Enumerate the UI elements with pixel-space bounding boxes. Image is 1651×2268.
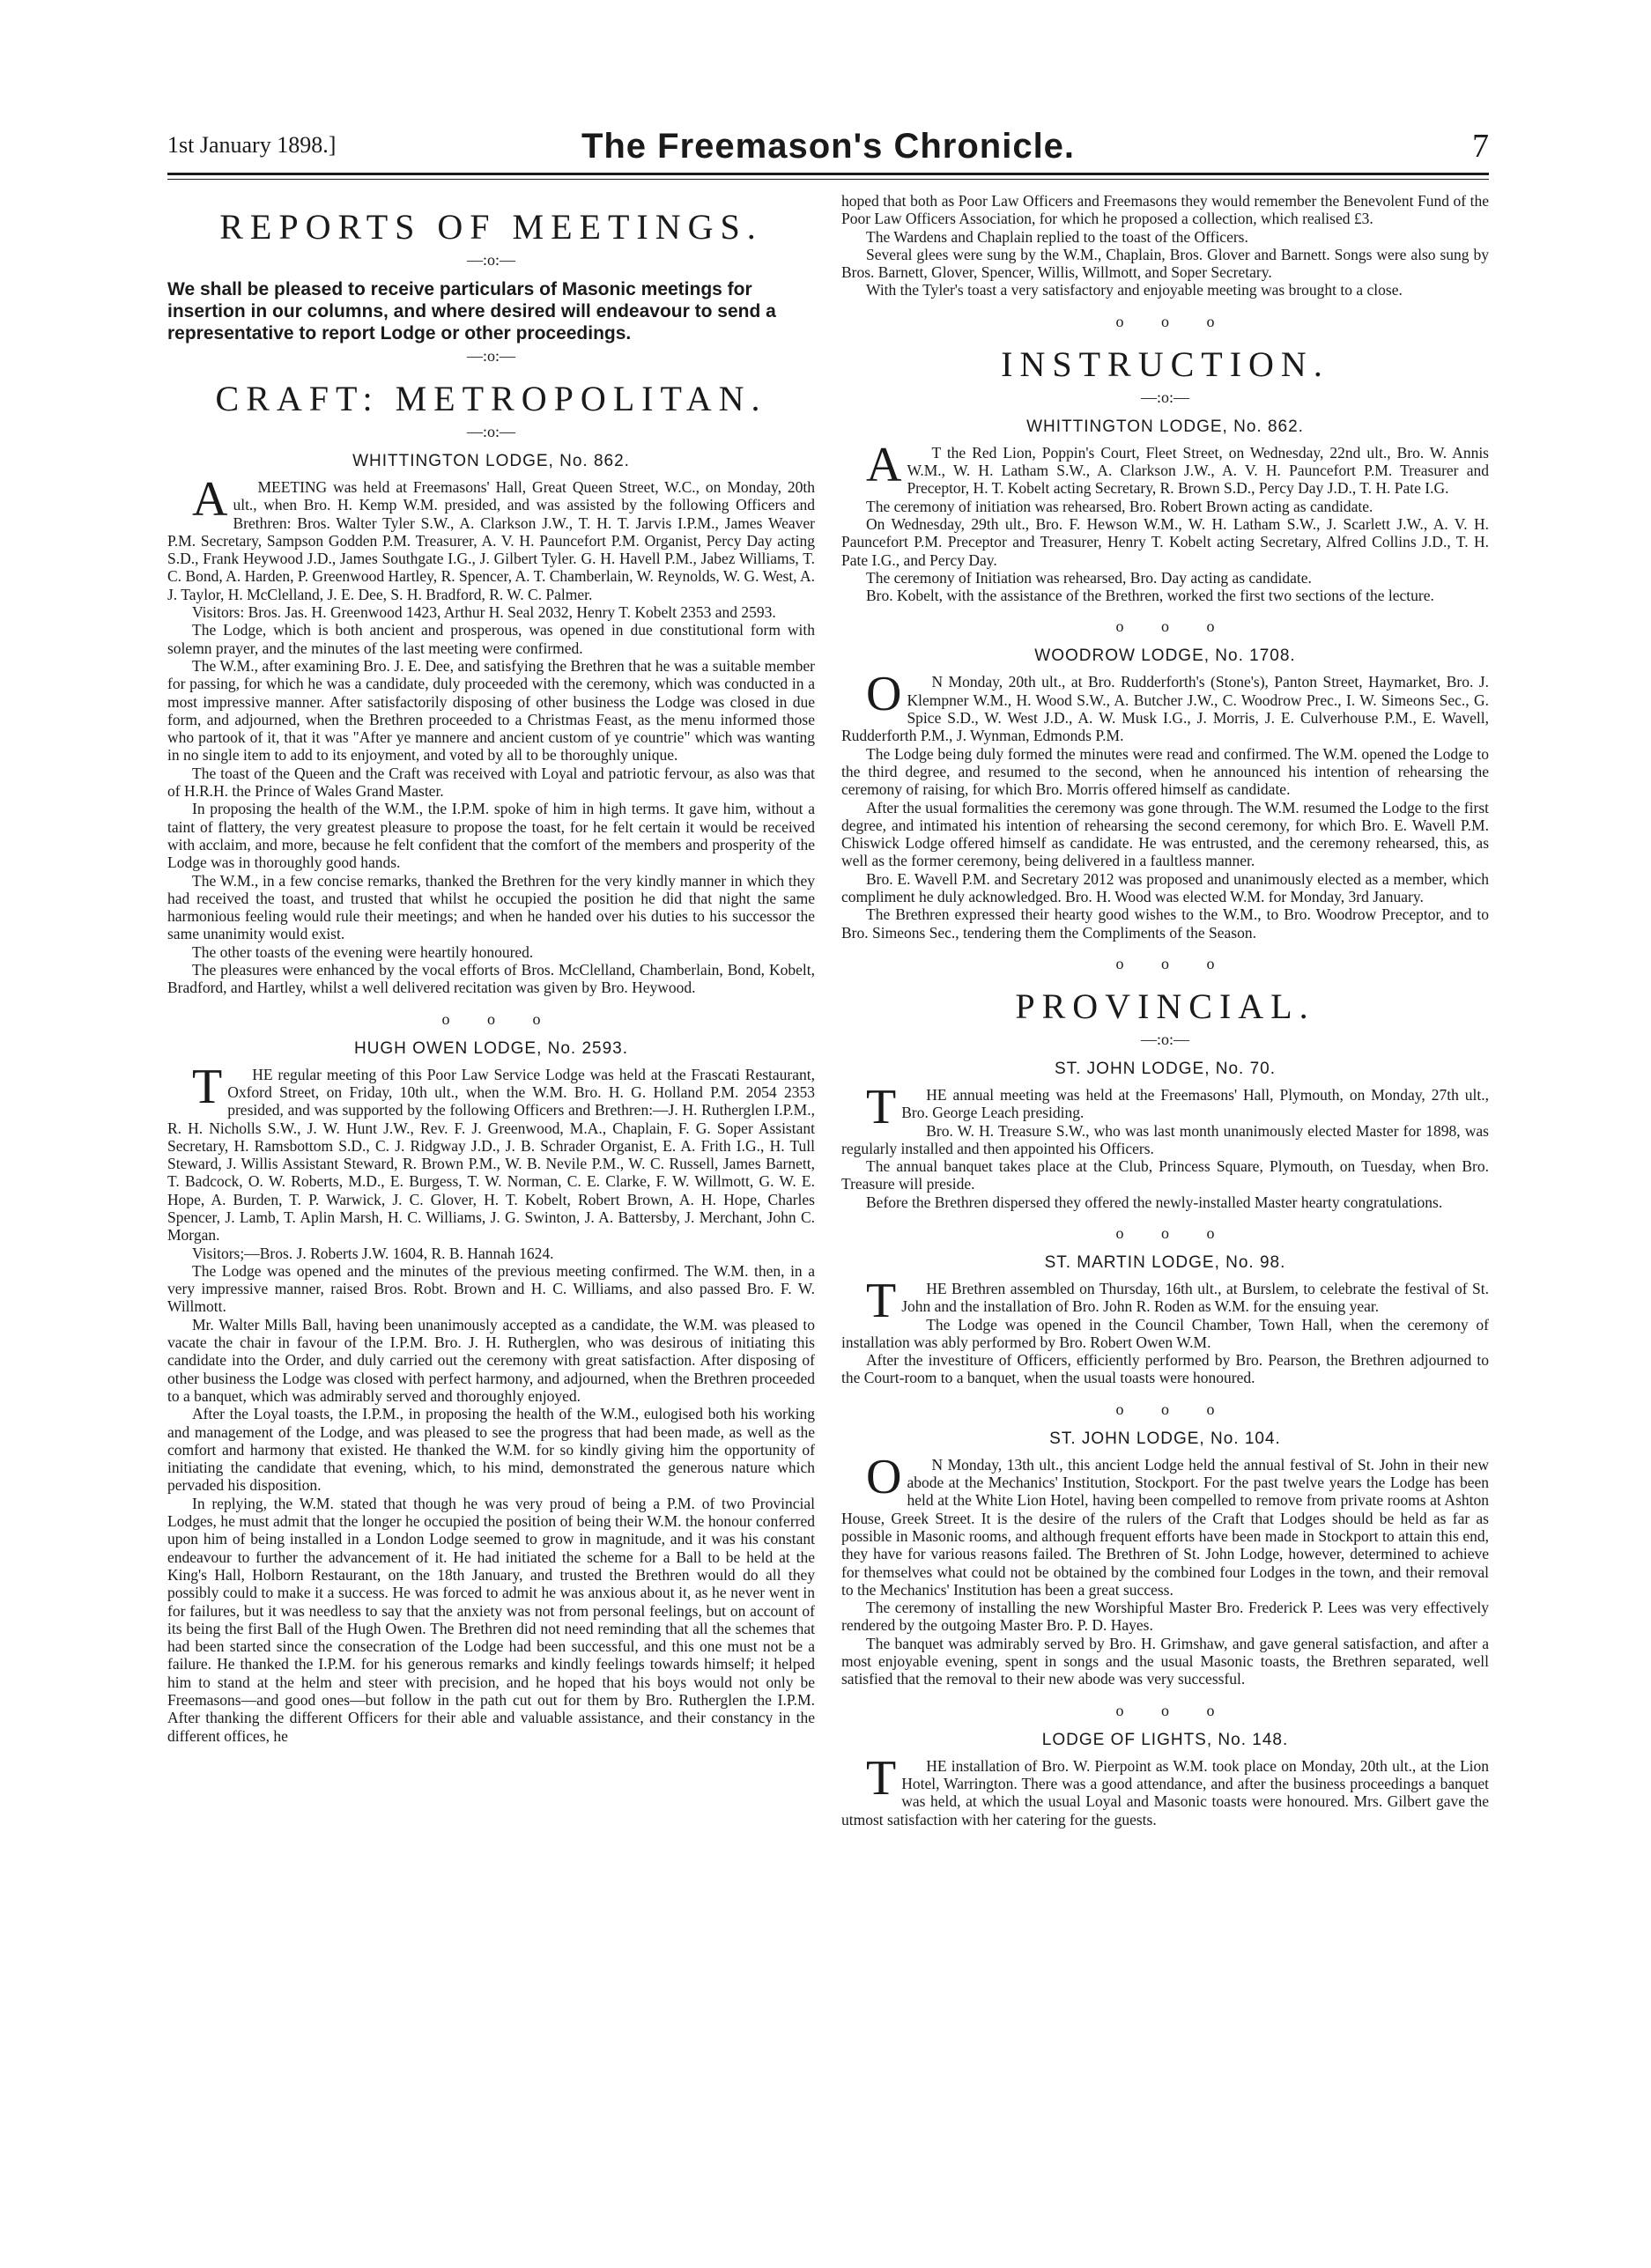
paragraph: In proposing the health of the W.M., the I.P.M. spoke of him in high terms. It gave him, without a taint of flattery, the very greatest pleasure to propose the toast, for he felt certain it would be received with acclaim, and more, because he felt confident that the comfort of the members and prosperity of the Lodge was in thoroughly good hands.: [167, 800, 815, 872]
paragraph: The ceremony of initiation was rehearsed, Bro. Robert Brown acting as candidate.: [866, 497, 1373, 515]
separator-dots: o o o: [1115, 1400, 1215, 1418]
article-hugh-owen-2593: [167, 1059, 815, 1745]
intro-notice: We shall be pleased to receive particulars of Masonic meetings for insertion in our columns, and where desired will endeavour to send a representative to report Lodge or other proceedings.: [167, 279, 776, 344]
paragraph: The ceremony of installing the new Worshipful Master Bro. Frederick P. Lees was very effectively rendered by the outgoing Master Bro. P. D. Hayes.: [841, 1599, 1489, 1635]
section-heading-craft-metropolitan: CRAFT: METROPOLITAN.: [215, 379, 767, 418]
article-whittington-862: [167, 472, 815, 997]
paragraph: THE installation of Bro. W. Pierpoint as W.M. took place on Monday, 20th ult., at the Lion Hotel, Warrington. There was a good attendance, and after the business proceedings a banquet was held, at which the usual Loyal and Masonic toasts were honoured. Mrs. Gilbert gave the utmost satisfaction with her catering for the guests.: [841, 1750, 1489, 1828]
masthead-title: The Freemason's Chronicle.: [581, 127, 1076, 166]
paragraph: hoped that both as Poor Law Officers and Freemasons they would remember the Benevolent Fund of the Poor Law Officers Association, for which he proposed a collection, which realised £3.: [841, 192, 1489, 228]
lodge-heading: ST. JOHN LODGE, No. 104.: [1049, 1429, 1281, 1448]
paragraph: Visitors;—Bros. J. Roberts J.W. 1604, R. B. Hannah 1624.: [192, 1244, 554, 1262]
separator-dots: o o o: [1115, 312, 1215, 330]
paragraph: In replying, the W.M. stated that though he was very proud of being a P.M. of two Provincial Lodges, he must admit that the longer he occupied the position of being their W.M. the honour conferred upon him of being installed in a London Lodge seemed to grow in magnitude, and it was his constant endeavour to further the advancement of it. He had initiated the scheme for a Ball to be held at the King's Hall, Holborn Restaurant, on the 18th January, and trusted the Brethren would do all they possibly could to make it a success. He was forced to admit he was anxious about it, as he never went in for failures, but it was needless to say that the anxiety was not from personal feelings, but on account of its being the first Ball of the Hugh Owen. The Brethren did not need reminding that all the schemes that had been started since the consecration of the Lodge had been successful, and this one must not be a failure. He thanked the I.P.M. for his generous remarks and kindly feelings towards himself; it helped him to stand at the helm and steer with precision, and he hoped that his boys would not only be Freemasons—and good ones—but follow in the path cut out for them by Bro. Rutherglen the I.P.M. After thanking the different Officers for their able and valuable assistance, and their constancy in the different offices, he: [167, 1494, 815, 1745]
separator-dots: o o o: [1115, 1701, 1215, 1719]
ornament: —:o:—: [466, 347, 515, 365]
left-column: [167, 192, 815, 2244]
paragraph: Bro. W. H. Treasure S.W., who was last month unanimously elected Master for 1898, was regularly installed and then appointed his Officers.: [841, 1121, 1489, 1157]
paragraph: The Wardens and Chaplain replied to the toast of the Officers.: [866, 227, 1248, 246]
right-column: [841, 192, 1489, 2244]
paragraph: With the Tyler's toast a very satisfactory and enjoyable meeting was brought to a close.: [866, 281, 1403, 299]
paragraph: After the investiture of Officers, efficiently performed by Bro. Pearson, the Brethren adjourned to the Court-room to a banquet, when the usual toasts were honoured.: [841, 1351, 1489, 1387]
paragraph: The Lodge was opened in the Council Chamber, Town Hall, when the ceremony of installation was ably performed by Bro. Robert Owen W.M.: [841, 1315, 1489, 1351]
separator-dots: o o o: [1115, 1223, 1215, 1242]
paragraph: ON Monday, 13th ult., this ancient Lodge held the annual festival of St. John in their new abode at the Mechanics' Institution, Stockport. For the past twelve years the Lodge has been held at the White Lion Hotel, having been compelled to remove from private rooms at Ashton House, Greek Street. It is the desire of the rulers of the Craft that Lodges should be held as far as possible in Masonic rooms, and although frequent efforts have been made in Stockport to attain this end, they have for various reasons failed. The Brethren of St. John Lodge, however, determined to achieve for themselves what could not be obtained by the combined four Lodges in the town, and their removal to the Mechanics' Institution has been a great success.: [841, 1449, 1489, 1599]
article-st-john-70: [841, 1079, 1489, 1211]
ornament: —:o:—: [466, 251, 515, 269]
paragraph: The Lodge being duly formed the minutes were read and confirmed. The W.M. opened the Lodge to the third degree, and resumed to the second, when he announced his intention of rehearsing the ceremony of raising, for which Bro. Morris offered himself as candidate.: [841, 744, 1489, 799]
article-woodrow-1708: [841, 667, 1489, 942]
paragraph: AMEETING was held at Freemasons' Hall, Great Queen Street, W.C., on Monday, 20th ult., when Bro. H. Kemp W.M. presided, and was assisted by the following Officers and Brethren: Bros. Walter Tyler S.W., A. Clarkson J.W., T. H. T. Jarvis I.P.M., James Weaver P.M. Secretary, Sampson Godden P.M. Treasurer, A. V. H. Pauncefort P.M. Organist, Percy Day acting S.D., Frank Heywood J.D., James Southgate I.G., J. Gilbert Tyler. G. H. Havell P.M., Jabez Williams, T. C. Bond, A. Harden, P. Greenwood Hartley, R. Spencer, A. T. Chamberlain, W. Reynolds, W. G. West, A. J. Taylor, H. McClelland, J. E. Dee, S. H. Bradford, R. W. C. Palmer.: [167, 472, 815, 603]
ornament: —:o:—: [466, 423, 515, 440]
paragraph: The annual banquet takes place at the Club, Princess Square, Plymouth, on Tuesday, when Bro. Treasure will preside.: [841, 1157, 1489, 1193]
lodge-heading: HUGH OWEN LODGE, No. 2593.: [353, 1038, 629, 1058]
paragraph: The ceremony of Initiation was rehearsed, Bro. Day acting as candidate.: [866, 568, 1312, 587]
article-whittington-instruction: [841, 437, 1489, 605]
section-heading-reports: REPORTS OF MEETINGS.: [219, 207, 763, 247]
paragraph: The other toasts of the evening were heartily honoured.: [192, 942, 534, 961]
section-heading-instruction: INSTRUCTION.: [1001, 344, 1329, 384]
paragraph: The banquet was admirably served by Bro. H. Grimshaw, and gave general satisfaction, and after a most enjoyable evening, spent in songs and the usual Masonic toasts, the Brethren separated, well satisfied that the removal to their new abode was very successful.: [841, 1634, 1489, 1688]
paragraph: The pleasures were enhanced by the vocal efforts of Bros. McClelland, Chamberlain, Bond, Kobelt, Bradford, and Hartley, whilst a well delivered recitation was given by Bro. Heywood.: [167, 961, 815, 997]
ornament: —:o:—: [1140, 388, 1189, 406]
paragraph: The W.M., after examining Bro. J. E. Dee, and satisfying the Brethren that he was a suitable member for passing, for which he was a candidate, duly proceeded with the ceremony, which was conducted in a most impressive manner. After satisfactorily disposing of other business the Lodge was closed in due form, and adjourned, when the Brethren proceeded to a Christmas Feast, as the menu informed those who partook of it, that it was "After ye mannere and ancient custom of ye countrie" which was wanting in no single item to add to its enjoyment, and voted by all to be thoroughly unique.: [167, 656, 815, 765]
paragraph: Visitors: Bros. Jas. H. Greenwood 1423, Arthur H. Seal 2032, Henry T. Kobelt 2353 and 2593.: [192, 603, 776, 622]
paragraph: The Lodge was opened and the minutes of the previous meeting confirmed. The W.M. then, in a very impressive manner, raised Bros. Robt. Brown and H. C. Williams, and also passed Bro. F. W. Willmott.: [167, 1261, 815, 1316]
paragraph: AT the Red Lion, Poppin's Court, Fleet Street, on Wednesday, 22nd ult., Bro. W. Annis W.M., W. H. Latham S.W., A. Clarkson J.W., A. V. H. Pauncefort P.M. Treasurer and Preceptor, H. T. Kobelt acting Secretary, R. Brown S.D., Percy Day J.D., T. H. Pate I.G.: [866, 437, 1489, 498]
paragraph: Bro. Kobelt, with the assistance of the Brethren, worked the first two sections of the lecture.: [866, 587, 1434, 605]
page-header: [167, 127, 1489, 176]
separator-dots: o o o: [1115, 617, 1215, 636]
paragraph: Bro. E. Wavell P.M. and Secretary 2012 was proposed and unanimously elected as a member, which compliment he duly acknowledged. Bro. H. Wood was elected W.M. for Monday, 3rd January.: [841, 869, 1489, 906]
paragraph: Mr. Walter Mills Ball, having been unanimously accepted as a candidate, the W.M. was pleased to vacate the chair in favour of the I.P.M. Bro. J. H. Rutherglen, who was desirous of initiating this candidate into the Order, and duly carried out the ceremony with great satisfaction. After disposing of other business the Lodge was closed with perfect harmony, and adjourned, when the Brethren proceeded to a banquet, which was admirably served and thoroughly enjoyed.: [167, 1315, 815, 1405]
lodge-heading: WOODROW LODGE, No. 1708.: [1034, 646, 1296, 666]
lodge-heading: ST. JOHN LODGE, No. 70.: [1054, 1059, 1277, 1078]
paragraph: THE regular meeting of this Poor Law Service Lodge was held at the Frascati Restaurant, Oxford Street, on Friday, 10th ult., when the W.M. Bro. H. G. Holland P.M. 2054 2353 presided, and was supported by the following Officers and Brethren:—J. H. Rutherglen I.P.M., R. H. Nicholls S.W., J. W. Hunt J.W., Rev. F. J. Greenwood, M.A., Chaplain, F. G. Soper Assistant Secretary, H. Ramsbottom S.D., C. J. Ridgway J.D., J. B. Schrader Organist, E. A. Frith I.G., H. Tull Steward, J. Willis Assistant Steward, R. Brown P.M., W. B. Nevile P.M., W. C. Russell, James Barnett, T. Badcock, O. W. Roberts, M.D., E. Burgess, T. W. Norman, C. E. Clarke, F. W. Willmott, G. W. E. Hope, A. Burden, T. P. Warwick, J. C. Glover, H. T. Kobelt, Robert Brown, A. H. Hope, Charles Spencer, J. Lamb, T. Aplin Marsh, H. C. Williams, J. G. Swinton, J. A. Battersby, J. Merchant, John C. Morgan.: [167, 1059, 815, 1245]
article-st-john-104: [841, 1449, 1489, 1688]
paragraph: The toast of the Queen and the Craft was received with Loyal and patriotic fervour, as also was that of H.R.H. the Prince of Wales Grand Master.: [167, 764, 815, 801]
paragraph: The Lodge, which is both ancient and prosperous, was opened in due constitutional form with solemn prayer, and the minutes of the last meeting were confirmed.: [167, 621, 815, 657]
paragraph: Several glees were sung by the W.M., Chaplain, Bros. Glover and Barnett. Songs were also sung by Bros. Barnett, Glover, Spencer, Willis, Willmott, and Soper Secretary.: [841, 245, 1489, 282]
paragraph: THE annual meeting was held at the Freemasons' Hall, Plymouth, on Monday, 27th ult., Bro. George Leach presiding.: [866, 1079, 1489, 1134]
article-lodge-of-lights-148: [841, 1750, 1489, 1828]
paragraph: The Brethren expressed their hearty good wishes to the W.M., to Bro. Woodrow Preceptor, and to Bro. Simeons Sec., tendering them the Compliments of the Season.: [841, 905, 1489, 942]
ornament: —:o:—: [1140, 1030, 1189, 1048]
paragraph: On Wednesday, 29th ult., Bro. F. Hewson W.M., W. H. Latham S.W., J. Scarlett J.W., A. V. H. Pauncefort P.M. Preceptor and Treasurer, Henry T. Kobelt acting Secretary, Alfred Collins J.D., T. H. Pate I.G., and Percy Day.: [841, 514, 1489, 569]
lodge-heading: ST. MARTIN LODGE, No. 98.: [1044, 1252, 1286, 1272]
article-hugh-owen-continued: [841, 192, 1489, 299]
separator-dots: o o o: [1115, 954, 1215, 972]
article-st-martin-98: [841, 1273, 1489, 1387]
lodge-heading: WHITTINGTON LODGE, No. 862.: [352, 452, 630, 470]
issue-date: 1st January 1898.]: [167, 132, 337, 158]
section-heading-provincial: PROVINCIAL.: [1015, 986, 1315, 1026]
paragraph: After the usual formalities the ceremony was gone through. The W.M. resumed the Lodge to the first degree, and intimated his intention of rehearsing the second ceremony, for which Bro. E. Wavell P.M. Chiswick Lodge offered himself as candidate. He was entrusted, and the ceremony rehearsed, this, as well as the former ceremony, being delivered in a faultless manner.: [841, 798, 1489, 870]
header-rule-thin: [167, 179, 1489, 180]
separator-dots: o o o: [441, 1009, 541, 1028]
paragraph: ON Monday, 20th ult., at Bro. Rudderforth's (Stone's), Panton Street, Haymarket, Bro. J. Klempner W.M., H. Wood S.W., A. Butcher J.W., C. Woodrow Prec., I. W. Simeons Sec., G. Spice S.D., W. West J.D., A. W. Musk I.G., J. Morris, J. E. Culverhouse P.M., E. Wavell, Rudderforth P.M., J. Wynman, Edmonds P.M.: [841, 667, 1489, 745]
lodge-heading: WHITTINGTON LODGE, No. 862.: [1026, 417, 1304, 436]
lodge-heading: LODGE OF LIGHTS, No. 148.: [1041, 1730, 1289, 1749]
paragraph: The W.M., in a few concise remarks, thanked the Brethren for the very kindly manner in which they had received the toast, and trusted that whilst he occupied the position he did that night the same harmonious feeling would rule their meetings; and when he handed over his duties to his successor the same unanimity would exist.: [167, 871, 815, 943]
header-rule-thick: [167, 173, 1489, 175]
paragraph: THE Brethren assembled on Thursday, 16th ult., at Burslem, to celebrate the festival of St. John and the installation of Bro. John R. Roden as W.M. for the ensuing year.: [866, 1273, 1489, 1328]
paragraph: Before the Brethren dispersed they offered the newly-installed Master hearty congratulations.: [866, 1193, 1443, 1211]
page-number: 7: [1472, 128, 1489, 165]
paragraph: After the Loyal toasts, the I.P.M., in proposing the health of the W.M., eulogised both his working and management of the Lodge, and was pleased to see the progress that had been made, as well as the comfort and harmony that existed. He thanked the W.M. for so kindly giving him the opportunity of initiating the candidate that evening, which, to his mind, demonstrated the generous nature which pervaded his disposition.: [167, 1405, 815, 1495]
